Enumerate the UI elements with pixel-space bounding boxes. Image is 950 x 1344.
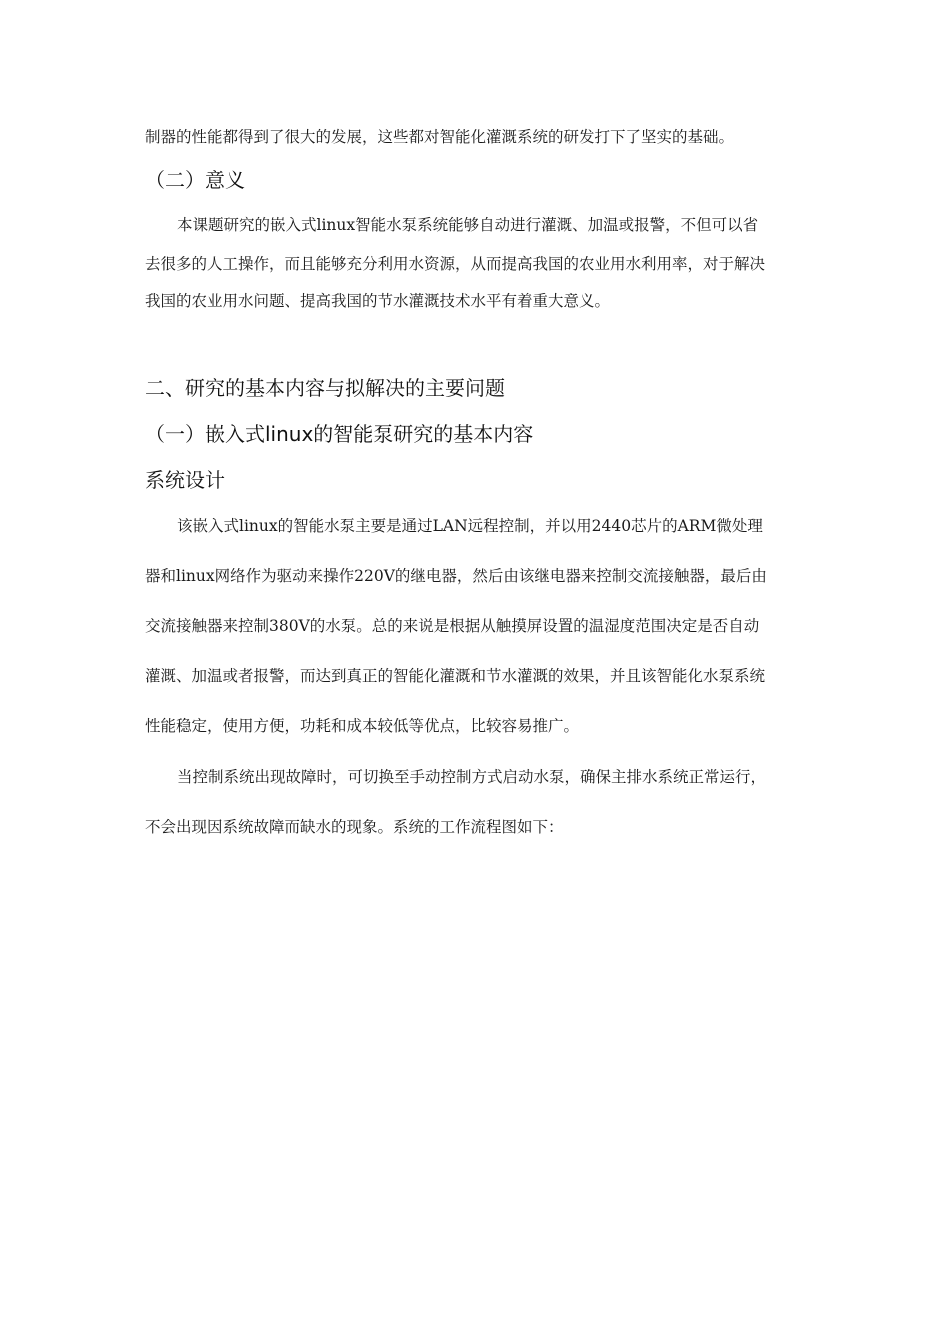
- paragraph-line: 当控制系统出现故障时，可切换至手动控制方式启动水泵，确保主排水系统正常运行，: [177, 768, 767, 786]
- paragraph-line: 本课题研究的嵌入式linux智能水泵系统能够自动进行灌溉、加温或报警，不但可以省: [177, 216, 759, 234]
- section-heading-significance: （二）意义: [145, 168, 245, 192]
- paragraph-line: 交流接触器来控制380V的水泵。总的来说是根据从触摸屏设置的温湿度范围决定是否自动: [145, 617, 760, 635]
- intro-tail-line: 制器的性能都得到了很大的发展，这些都对智能化灌溉系统的研发打下了坚实的基础。: [145, 128, 735, 146]
- paragraph-line: 我国的农业用水问题、提高我国的节水灌溉技术水平有着重大意义。: [145, 292, 611, 310]
- paragraph-line: 灌溉、加温或者报警，而达到真正的智能化灌溉和节水灌溉的效果，并且该智能化水泵系统: [145, 667, 766, 685]
- paragraph-line: 去很多的人工操作，而且能够充分利用水资源，从而提高我国的农业用水利用率，对于解决: [145, 255, 766, 273]
- subsubsection-heading: 系统设计: [145, 468, 225, 492]
- chapter-heading: 二、研究的基本内容与拟解决的主要问题: [145, 376, 505, 400]
- paragraph-line: 该嵌入式linux的智能水泵主要是通过LAN远程控制，并以用2440芯片的ARM微处理: [177, 517, 763, 535]
- paragraph-line: 性能稳定，使用方便，功耗和成本较低等优点，比较容易推广。: [145, 717, 580, 735]
- subsection-heading: （一）嵌入式linux的智能泵研究的基本内容: [145, 422, 534, 446]
- paragraph-line: 器和linux网络作为驱动来操作220V的继电器，然后由该继电器来控制交流接触器，最后由: [145, 567, 767, 585]
- paragraph-line: 不会出现因系统故障而缺水的现象。系统的工作流程图如下：: [145, 818, 564, 836]
